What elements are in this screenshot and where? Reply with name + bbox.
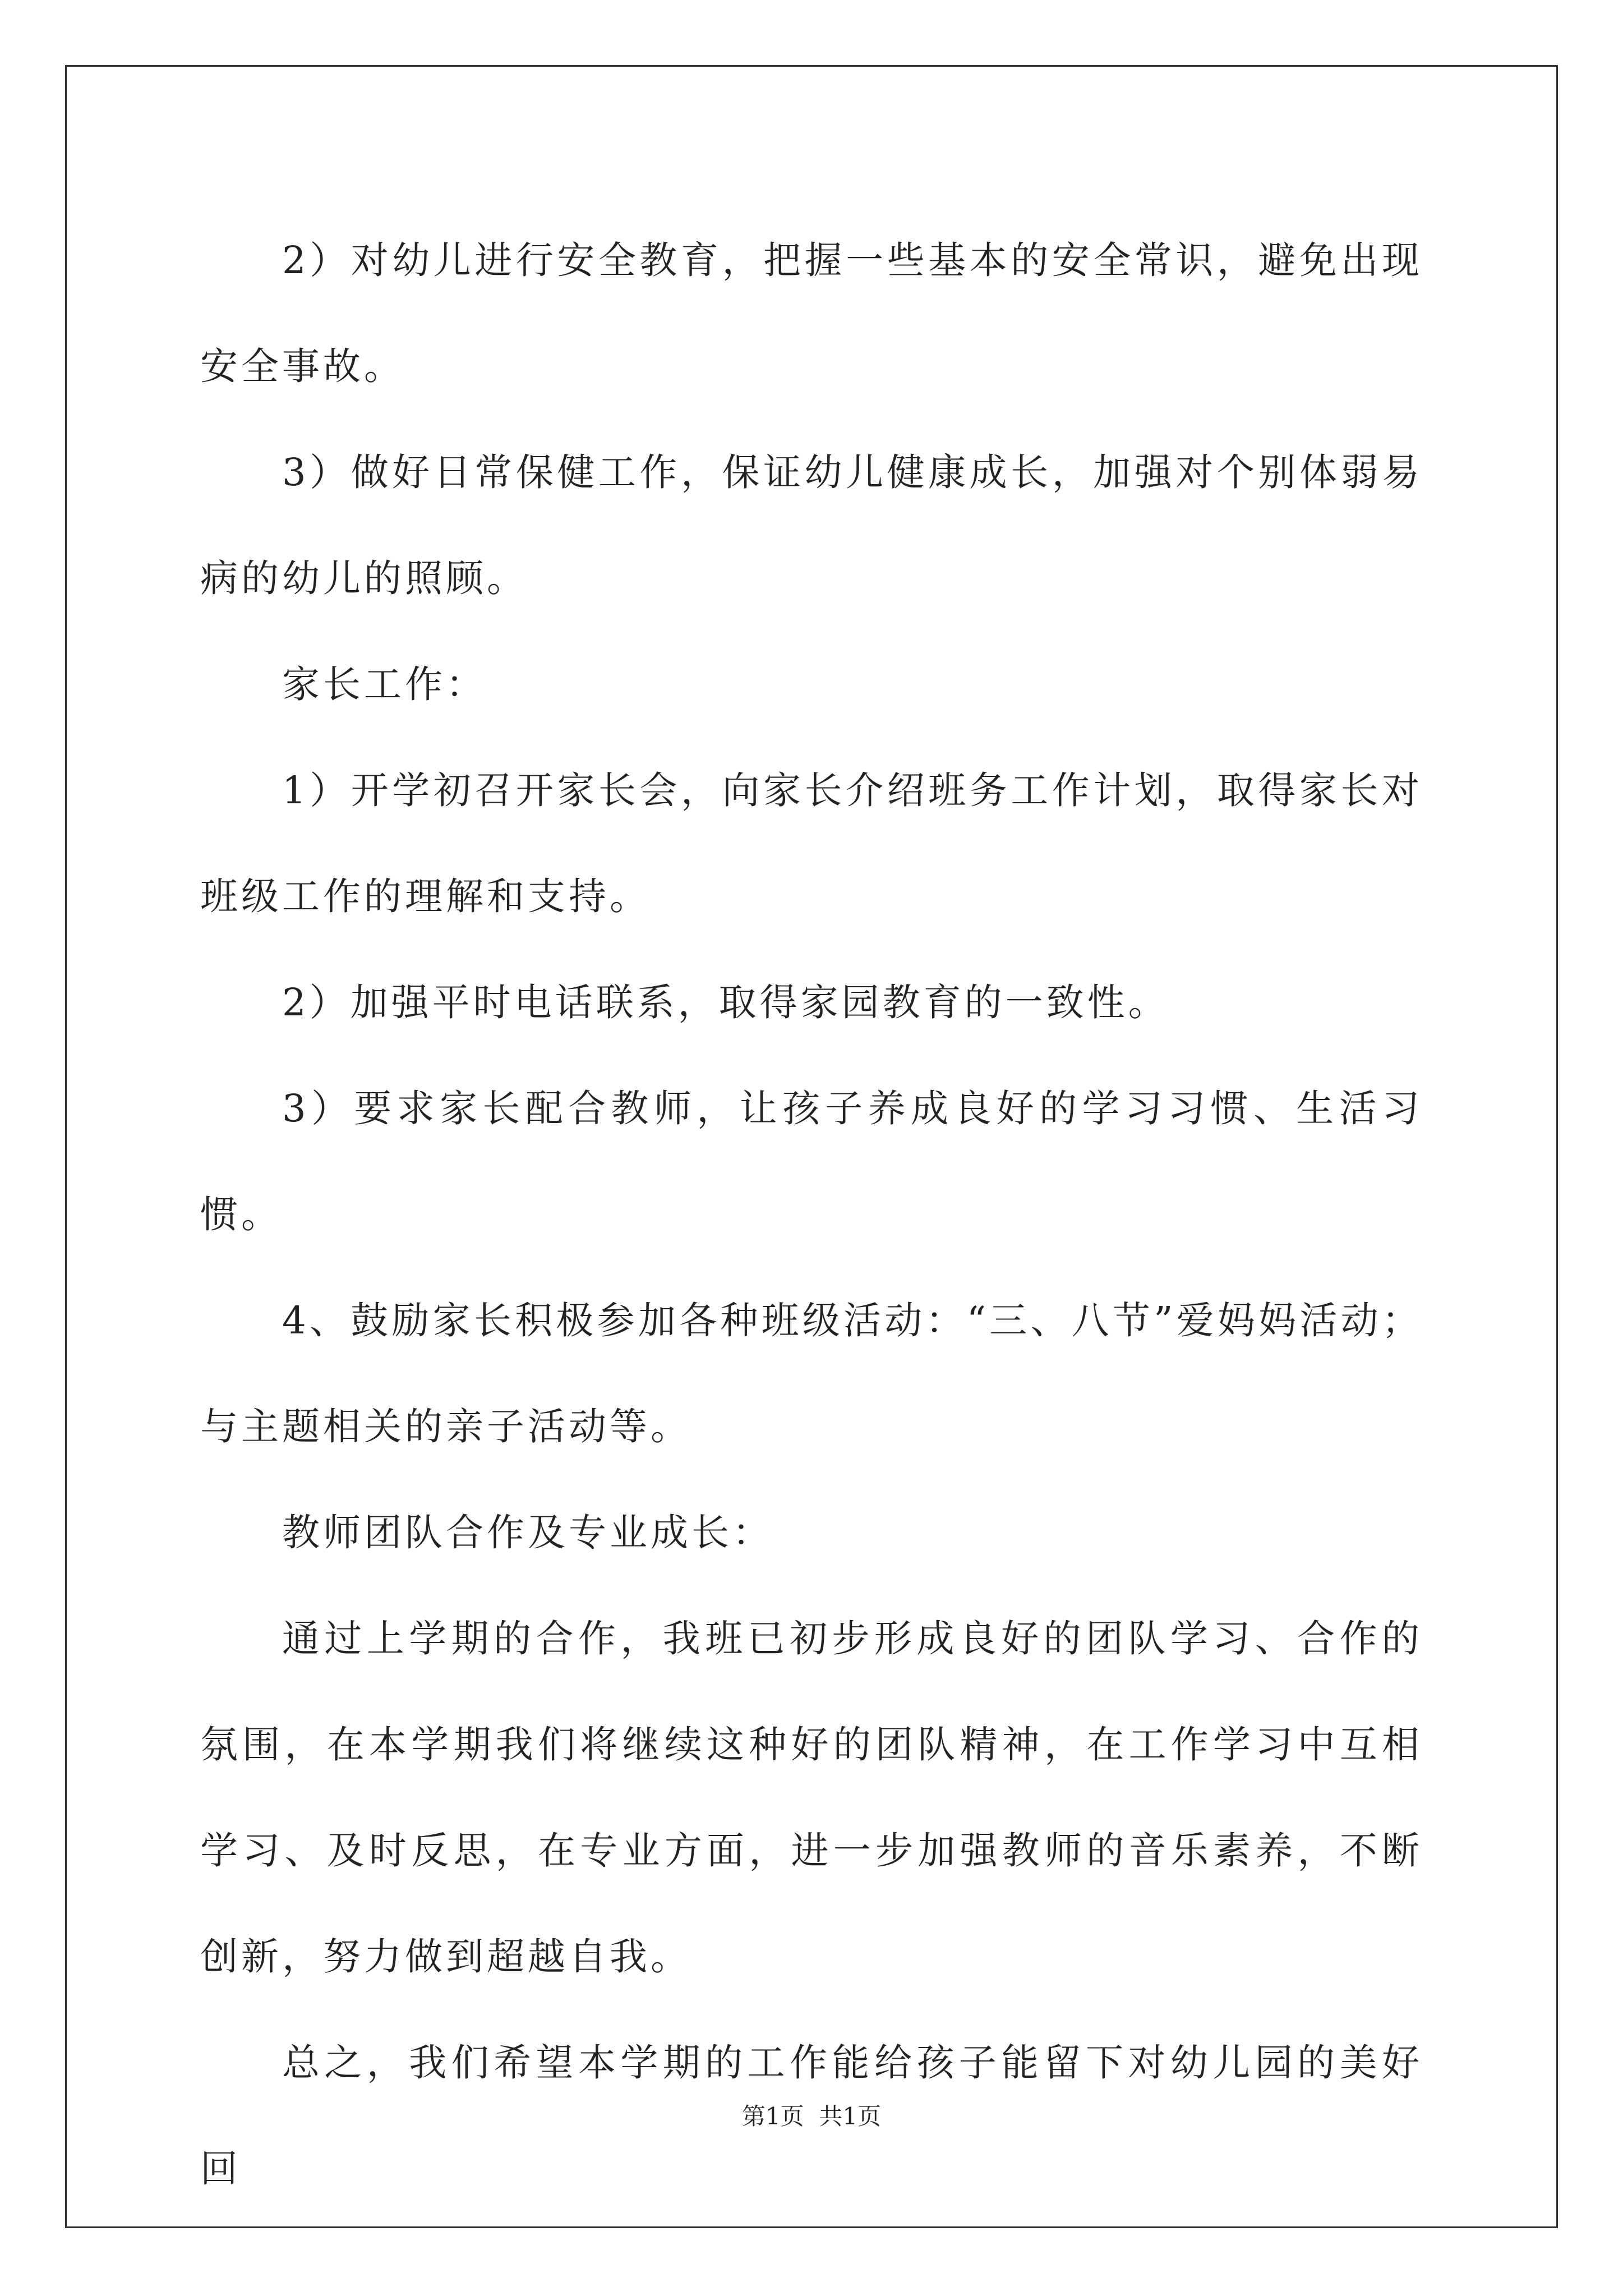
paragraph-safety-education: 2）对幼儿进行安全教育，把握一些基本的安全常识，避免出现安全事故。 <box>200 238 1423 388</box>
paragraph-phone-contact: 2）加强平时电话联系，取得家园教育的一致性。 <box>282 981 1169 1024</box>
document-body <box>200 208 1423 2222</box>
paragraph-habits: 3）要求家长配合教师，让孩子养成良好的学习习惯、生活习惯。 <box>200 1087 1423 1236</box>
page-footer: 第1页 共1页 <box>741 2102 882 2130</box>
paragraph-conclusion: 总之，我们希望本学期的工作能给孩子能留下对幼儿园的美好回 <box>200 2041 1423 2191</box>
heading-parent-work: 家长工作： <box>282 662 487 706</box>
paragraph-parent-meeting: 1）开学初召开家长会，向家长介绍班务工作计划，取得家长对班级工作的理解和支持。 <box>200 769 1423 918</box>
paragraph-health-care: 3）做好日常保健工作，保证幼儿健康成长，加强对个别体弱易病的幼儿的照顾。 <box>200 450 1423 600</box>
paragraph-team-cooperation: 通过上学期的合作，我班已初步形成良好的团队学习、合作的氛围，在本学期我们将继续这种好的团队精神，在工作学习中互相学习、及时反思，在专业方面，进一步加强教师的音乐素养，不断创新，努力做到超越自我。 <box>200 1617 1423 1978</box>
paragraph-class-activities: 4、鼓励家长积极参加各种班级活动：“三、八节”爱妈妈活动；与主题相关的亲子活动等。 <box>200 1299 1423 1448</box>
heading-teacher-team: 教师团队合作及专业成长： <box>282 1511 773 1554</box>
